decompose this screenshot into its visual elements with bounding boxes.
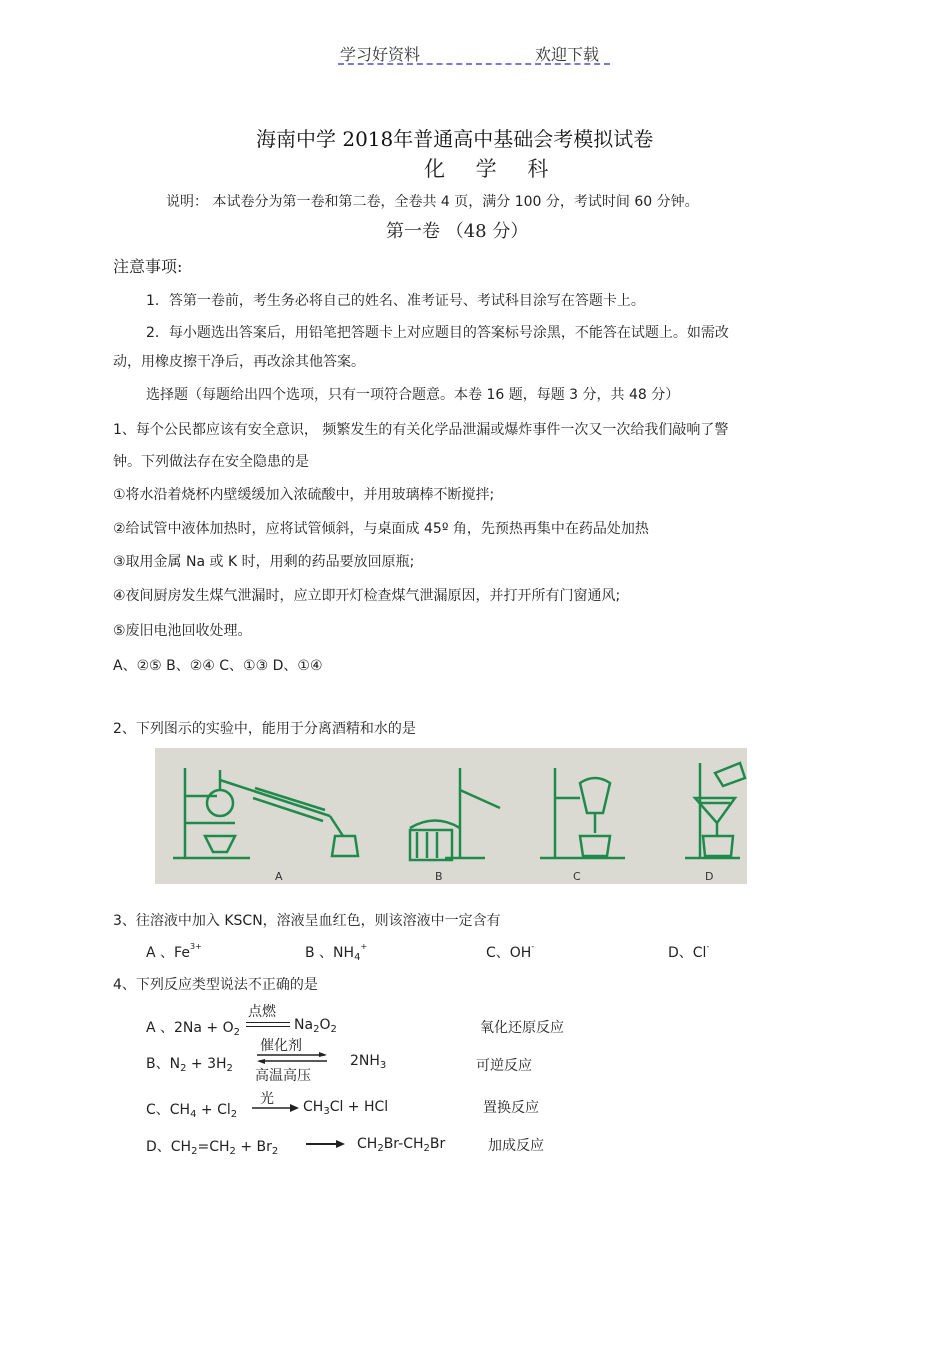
q4-d-sub3: 2 [271, 1146, 279, 1157]
q4-a-sub1: 2 [233, 1027, 241, 1038]
q4-b-products [350, 1053, 386, 1071]
q4-a-products [294, 1017, 337, 1035]
right-arrow-icon [306, 1139, 346, 1149]
q4-b-left1: B、N [146, 1056, 181, 1072]
q4-c-condition: 光 [260, 1091, 274, 1107]
q4-a-condition: 点燃 [248, 1004, 276, 1020]
q4-d-sub4: 2 [377, 1143, 384, 1154]
q4-b-sub3: 3 [379, 1060, 387, 1071]
q3-option-d [668, 942, 709, 962]
q4-d-sub2: 2 [229, 1146, 236, 1157]
q4-d-right2: Br-CH [383, 1136, 424, 1152]
q4-a-right1: Na [294, 1017, 314, 1033]
q4-d-sub1: 2 [191, 1146, 198, 1157]
q3-option-a-charge: 3+ [189, 942, 202, 951]
q4-d-left1: D、CH [146, 1139, 192, 1155]
q3-option-c [486, 942, 534, 962]
q4-c-reactants [146, 1099, 237, 1120]
q4-a-sub3: 2 [330, 1024, 337, 1035]
q4-a-equals-top [246, 1022, 290, 1023]
q1-options: A、②⑤ B、②④ C、①③ D、①④ [113, 658, 323, 674]
header-right: 欢迎下载 [535, 45, 600, 64]
q4-a-reactants [146, 1017, 240, 1038]
q4-d-reactants [146, 1136, 278, 1157]
q1-stem-cont: 钟。下列做法存在安全隐患的是 [113, 454, 309, 470]
reversible-arrow-icon [255, 1052, 329, 1064]
q3-option-b [305, 942, 367, 963]
header-left: 学习好资料 [340, 45, 421, 64]
q4-d-type: 加成反应 [488, 1138, 544, 1154]
notice-item-2: 2．每小题选出答案后，用铅笔把答题卡上对应题目的答案标号涂黑，不能答在试题上。如需改 [146, 325, 729, 341]
q4-c-left1: C、CH [146, 1102, 191, 1118]
q2-stem: 2、下列图示的实验中，能用于分离酒精和水的是 [113, 721, 416, 737]
q3-option-a-text: A 、Fe [146, 945, 190, 961]
exam-subject: 化 学 科 [424, 157, 561, 181]
q4-c-type: 置换反应 [483, 1100, 539, 1116]
q3-stem: 3、往溶液中加入 KSCN，溶液呈血红色，则该溶液中一定含有 [113, 913, 501, 929]
q4-a-right2: O [319, 1017, 331, 1033]
q4-c-sub3: 3 [323, 1106, 330, 1117]
part-title: 第一卷 （48 分） [386, 221, 529, 242]
q4-a-sub2: 2 [313, 1024, 320, 1035]
q3-option-b-charge: + [360, 942, 368, 951]
q3-option-d-charge: - [706, 942, 710, 951]
q4-stem: 4、下列反应类型说法不正确的是 [113, 977, 318, 993]
q3-option-a [146, 942, 202, 962]
notice-item-2-cont: 动，用橡皮擦干净后，再改涂其他答案。 [113, 354, 365, 370]
q3-option-b-text: B 、NH [305, 945, 355, 961]
q4-b-right1: 2NH [350, 1053, 380, 1069]
q4-c-sub2: 2 [230, 1109, 238, 1120]
header-divider [338, 63, 610, 65]
q4-d-left2: =CH [197, 1139, 230, 1155]
q1-statement-1: ①将水沿着烧杯内壁缓缓加入浓硫酸中，并用玻璃棒不断搅拌; [113, 487, 495, 503]
q4-a-type: 氧化还原反应 [480, 1020, 564, 1036]
q4-b-condition-bottom: 高温高压 [255, 1068, 311, 1084]
choice-intro: 选择题（每题给出四个选项，只有一项符合题意。本卷 16 题，每题 3 分，共 48 分） [146, 387, 680, 403]
q1-statement-4: ④夜间厨房发生煤气泄漏时，应立即开灯检查煤气泄漏原因，并打开所有门窗通风; [113, 588, 621, 604]
q4-a-equals-bottom [246, 1026, 290, 1027]
q4-b-sub2: 2 [226, 1063, 233, 1074]
exam-title: 海南中学 2018年普通高中基础会考模拟试卷 [256, 127, 654, 151]
q3-option-c-text: C、OH [486, 945, 532, 961]
q3-option-c-charge: - [531, 942, 535, 951]
apparatus-label-b: B [435, 870, 443, 883]
q4-d-right1: CH [357, 1136, 378, 1152]
q4-d-left3: + Br [235, 1139, 272, 1155]
q3-option-d-text: D、Cl [668, 945, 707, 961]
lab-apparatus-figure [155, 748, 747, 884]
q4-c-left2: + Cl [196, 1102, 231, 1118]
apparatus-label-c: C [573, 870, 581, 883]
q1-statement-5: ⑤废旧电池回收处理。 [113, 623, 252, 639]
exam-note: 说明： 本试卷分为第一卷和第二卷，全卷共 4 页，满分 100 分，考试时间 60 分钟。 [166, 194, 699, 210]
q4-d-sub5: 2 [423, 1143, 430, 1154]
q4-b-condition-top: 催化剂 [260, 1038, 302, 1054]
apparatus-label-d: D [705, 870, 714, 883]
q4-d-right3: Br [429, 1136, 446, 1152]
q4-c-sub1: 4 [190, 1109, 197, 1120]
right-arrow-icon [252, 1103, 300, 1113]
notice-heading: 注意事项: [113, 257, 183, 276]
q1-statement-2: ②给试管中液体加热时，应将试管倾斜，与桌面成 45º 角，先预热再集中在药品处加热 [113, 521, 649, 537]
q4-a-left: A 、2Na + O [146, 1020, 234, 1036]
q4-d-products [357, 1136, 445, 1154]
q4-b-reactants [146, 1053, 233, 1074]
q3-option-b-sub: 4 [354, 952, 361, 963]
notice-item-1: 1．答第一卷前，考生务必将自己的姓名、准考证号、考试科目涂写在答题卡上。 [146, 293, 645, 309]
q1-statement-3: ③取用金属 Na 或 K 时，用剩的药品要放回原瓶; [113, 554, 415, 570]
q4-c-products [303, 1099, 388, 1117]
q4-b-left2: + 3H [186, 1056, 227, 1072]
q1-stem: 1、每个公民都应该有安全意识， 频繁发生的有关化学品泄漏或爆炸事件一次又一次给我们敲响了警 [113, 422, 729, 438]
apparatus-label-a: A [275, 870, 283, 883]
q4-b-type: 可逆反应 [476, 1058, 532, 1074]
q4-c-right: CH [303, 1099, 324, 1115]
q4-c-right2: Cl + HCl [329, 1099, 389, 1115]
q4-b-sub1: 2 [180, 1063, 187, 1074]
